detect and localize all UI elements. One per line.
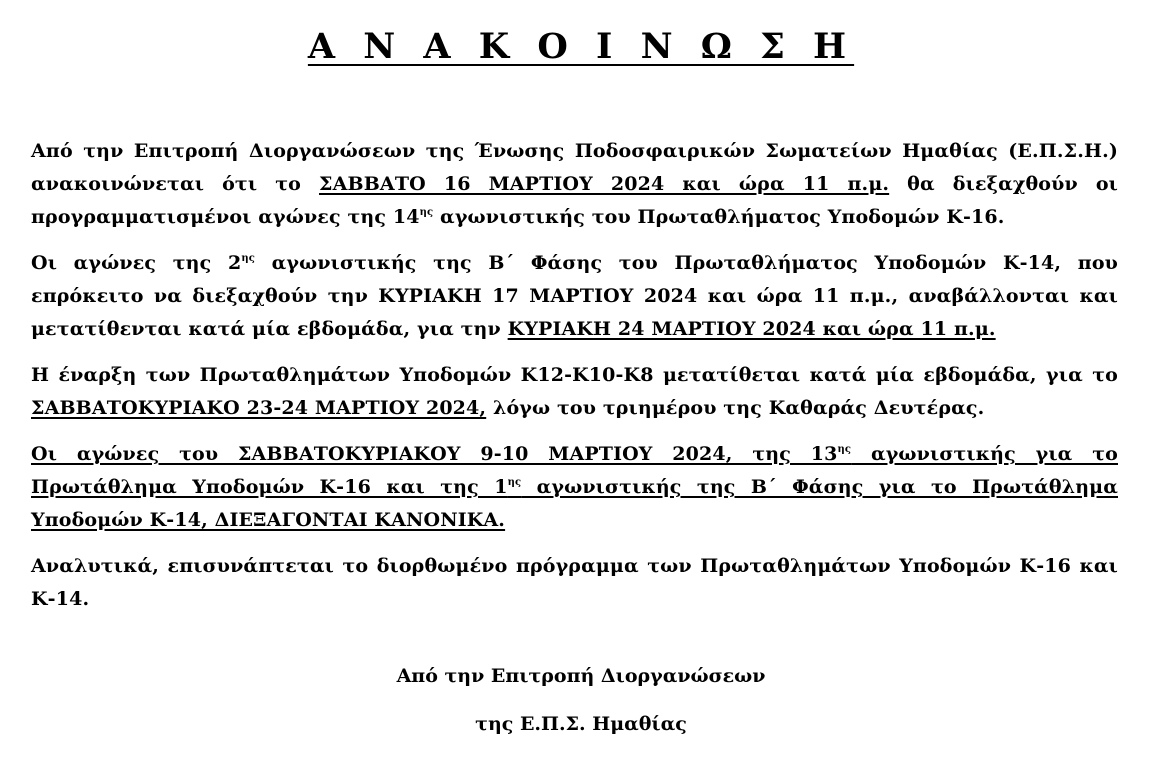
p3-text-2: λόγω του τριημέρου της Καθαράς Δευτέρας. xyxy=(486,397,985,419)
paragraph-5 xyxy=(31,550,1118,616)
p1-superscript: ης xyxy=(419,207,434,218)
p1-text-1: Από την Επιτροπή Διοργανώσεων της Ένωσης Ποδοσφαιρικών Σωματείων Ημαθίας (Ε.Π.Σ.Η.) ανακοινώνεται ότι το xyxy=(31,140,1118,195)
paragraph-2 xyxy=(31,247,1118,346)
paragraph-4 xyxy=(31,438,1118,537)
document-title: Α Ν Α Κ Ο Ι Ν Ω Σ Η xyxy=(307,26,855,67)
signature-line-1: Από την Επιτροπή Διοργανώσεων xyxy=(396,665,766,687)
p1-text-2: θα διεξαχθούν οι προγραμματισμένοι αγώνες της 14 xyxy=(31,173,1118,228)
document-body xyxy=(31,135,1118,629)
p2-date-underlined: ΚΥΡΙΑΚΗ 24 ΜΑΡΤΙΟΥ 2024 και ώρα 11 π.μ. xyxy=(507,318,996,340)
p4-superscript-1: ης xyxy=(837,444,852,455)
p4-text-1: Οι αγώνες του ΣΑΒΒΑΤΟΚΥΡΙΑΚΟΥ 9-10 ΜΑΡΤΙΟΥ 2024, της 13 xyxy=(31,443,838,465)
p2-superscript: ης xyxy=(241,253,256,264)
paragraph-3 xyxy=(31,359,1118,425)
p5-text-1: Αναλυτικά, επισυνάπτεται το διορθωμένο πρόγραμμα των Πρωταθλημάτων Υποδομών Κ-16 και Κ-14. xyxy=(31,555,1118,610)
p4-text-2: αγωνιστικής για το Πρωτάθλημα Υποδομών Κ-16 και της 1 xyxy=(31,443,1118,498)
p2-text-2: αγωνιστικής της Β΄ Φάσης του Πρωταθλήματος Υποδομών Κ-14, που επρόκειτο να διεξαχθούν την ΚΥΡΙΑΚΗ 17 ΜΑΡΤΙΟΥ 2024 και ώρα 11 π.μ., αναβάλλονται και μετατίθενται κατά μία εβδομάδα, για την xyxy=(31,252,1118,340)
p3-text-1: Η έναρξη των Πρωταθλημάτων Υποδομών Κ12-Κ10-Κ8 μετατίθεται κατά μία εβδομάδα, για το xyxy=(31,364,1118,386)
p4-text-3: αγωνιστικής της Β΄ Φάσης για το Πρωτάθλημα Υποδομών Κ-14, ΔΙΕΞΑΓΟΝΤΑΙ ΚΑΝΟΝΙΚΑ. xyxy=(31,476,1118,531)
signature-line-2: της Ε.Π.Σ. Ημαθίας xyxy=(475,713,687,735)
paragraph-1 xyxy=(31,135,1118,234)
p1-date-underlined: ΣΑΒΒΑΤΟ 16 ΜΑΡΤΙΟΥ 2024 και ώρα 11 π.μ. xyxy=(319,173,890,195)
p1-text-3: αγωνιστικής του Πρωταθλήματος Υποδομών Κ-16. xyxy=(433,206,1005,228)
p2-text-1: Οι αγώνες της 2 xyxy=(31,252,242,274)
p4-superscript-2: ης xyxy=(507,477,522,488)
p3-date-underlined: ΣΑΒΒΑΤΟΚΥΡΙΑΚΟ 23-24 ΜΑΡΤΙΟΥ 2024, xyxy=(31,397,487,419)
